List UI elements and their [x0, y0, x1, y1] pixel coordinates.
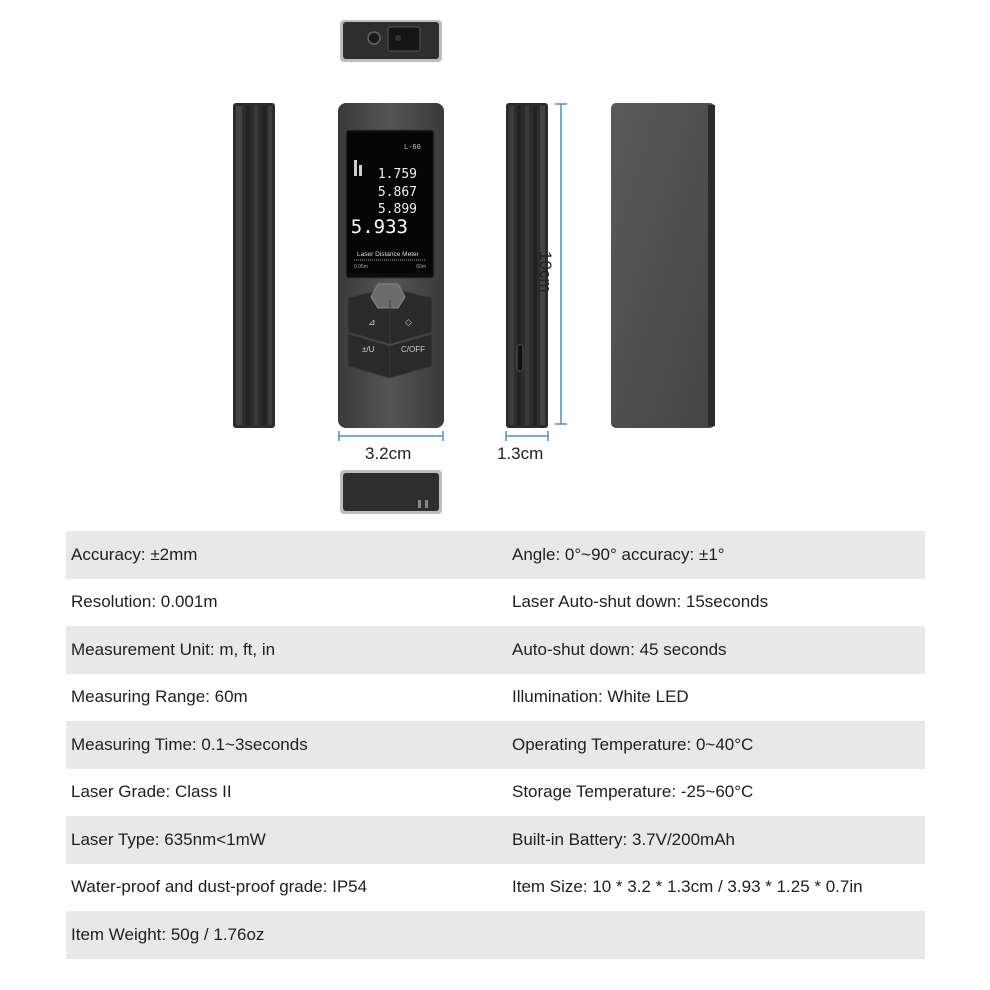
charging-port [517, 345, 523, 371]
spec-measuring-time: Measuring Time: 0.1~3seconds [71, 734, 308, 754]
spec-item-weight: Item Weight: 50g / 1.76oz [71, 924, 265, 944]
device-model-label: L-60 [404, 143, 421, 151]
spec-measuring-range: Measuring Range: 60m [71, 687, 248, 707]
spec-row [66, 864, 925, 912]
spec-operating-temperature: Operating Temperature: 0~40°C [512, 734, 754, 754]
spec-row [66, 626, 925, 674]
width-dimension-label: 3.2cm [365, 444, 412, 463]
spec-table [66, 531, 925, 959]
depth-dimension-label: 1.3cm [497, 444, 544, 463]
screen-range-min: 0.05m [354, 264, 368, 270]
device-left-side-view [233, 103, 275, 428]
svg-text:⊿: ⊿ [368, 317, 376, 327]
device-back-view [611, 103, 715, 428]
depth-dimension-line [506, 431, 548, 441]
unit-button[interactable]: ±/U [362, 345, 375, 354]
spec-laser-type: Laser Type: 635nm<1mW [71, 829, 266, 849]
screen-reading-2: 5.867 [377, 185, 417, 200]
spec-laser-grade: Laser Grade: Class II [71, 782, 232, 802]
device-top-view [340, 20, 442, 62]
spec-resolution: Resolution: 0.001m [71, 592, 218, 612]
svg-text:◇: ◇ [405, 317, 412, 327]
spec-item-size: Item Size: 10 * 3.2 * 1.3cm / 3.93 * 1.25 * 0.7in [512, 877, 863, 897]
spec-row [66, 579, 925, 627]
spec-accuracy: Accuracy: ±2mm [71, 544, 198, 564]
spec-measurement-unit: Measurement Unit: m, ft, in [71, 639, 276, 659]
spec-laser-auto-shutdown: Laser Auto-shut down: 15seconds [512, 592, 769, 612]
spec-row [66, 911, 925, 959]
height-dimension-label: 10cm [536, 251, 555, 293]
measure-button[interactable] [371, 284, 405, 308]
spec-storage-temperature: Storage Temperature: -25~60°C [512, 782, 754, 802]
spec-row [66, 816, 925, 864]
height-dimension-line [555, 104, 567, 424]
power-button[interactable]: C/OFF [401, 345, 425, 354]
screen-reading-1: 1.759 [377, 167, 417, 182]
spec-row [66, 769, 925, 817]
screen-range-max: 60m [416, 264, 426, 270]
device-bottom-view [340, 470, 442, 514]
spec-row [66, 721, 925, 769]
spec-illumination: Illumination: White LED [512, 687, 689, 707]
spec-row [66, 674, 925, 722]
spec-ip-grade: Water-proof and dust-proof grade: IP54 [71, 877, 368, 897]
spec-angle: Angle: 0°~90° accuracy: ±1° [512, 544, 725, 564]
spec-auto-shutdown: Auto-shut down: 45 seconds [512, 639, 727, 659]
spec-battery: Built-in Battery: 3.7V/200mAh [512, 829, 736, 849]
screen-title: Laser Distance Meter [357, 251, 419, 258]
device-front-view [338, 103, 444, 428]
screen-reading-3: 5.899 [377, 202, 417, 217]
screen-reading-main: 5.933 [350, 216, 408, 238]
spec-row [66, 531, 925, 579]
width-dimension-line [339, 431, 443, 441]
